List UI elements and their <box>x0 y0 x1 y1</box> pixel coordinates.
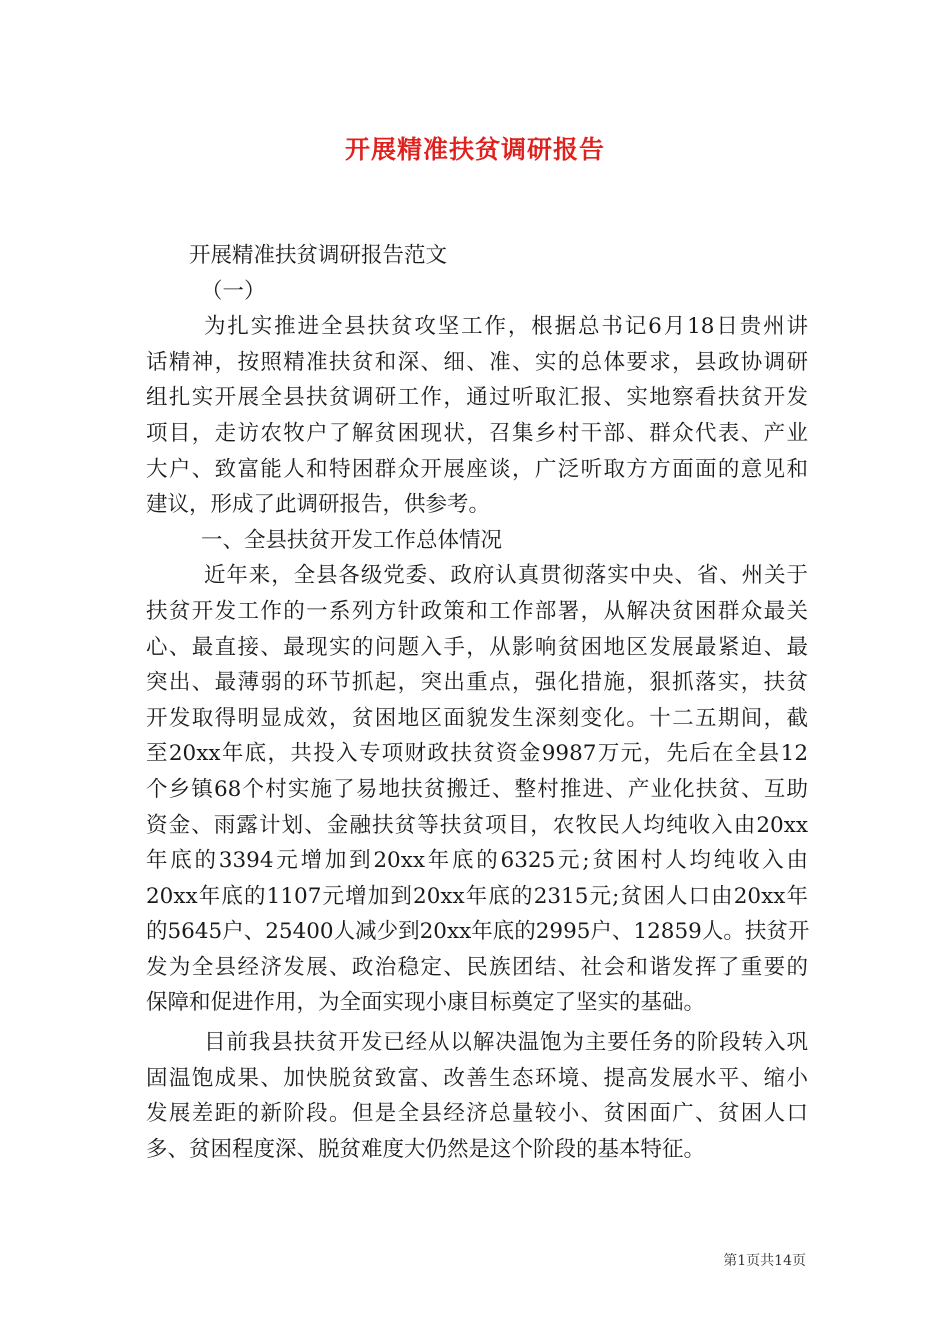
document-body <box>146 238 808 1167</box>
paragraph-line: 建议，形成了此调研报告，供参考。 <box>146 492 491 518</box>
paragraph-intro <box>146 309 808 523</box>
paragraph-line: 发展差距的新阶段。但是全县经济总量较小、贫困面广、贫困人口 <box>146 1101 808 1127</box>
document-title: 开展精准扶贫调研报告 <box>344 135 605 164</box>
document-subtitle: 开展精准扶贫调研报告范文 <box>189 243 448 268</box>
paragraph-line: 固温饱成果、加快脱贫致富、改善生态环境、提高发展水平、缩小 <box>146 1065 808 1091</box>
paragraph-line: 话精神，按照精准扶贫和深、细、准、实的总体要求，县政协调研 <box>146 349 808 375</box>
paragraph-line: 发为全县经济发展、政治稳定、民族团结、社会和谐发挥了重要的 <box>146 954 808 980</box>
paragraph-line: 心、最直接、最现实的问题入手，从影响贫困地区发展最紧迫、最 <box>146 634 808 660</box>
paragraph-line: 开发取得明显成效，贫困地区面貌发生深刻变化。十二五期间，截 <box>146 705 808 731</box>
paragraph-line: 项目，走访农牧户了解贫困现状，召集乡村干部、群众代表、产业 <box>146 420 808 446</box>
paragraph-line: 多、贫困程度深、脱贫难度大仍然是这个阶段的基本特征。 <box>146 1136 706 1162</box>
paragraph-line: 保障和促进作用，为全面实现小康目标奠定了坚实的基础。 <box>146 990 706 1016</box>
paragraph-line: 组扎实开展全县扶贫调研工作，通过听取汇报、实地察看扶贫开发 <box>146 385 808 411</box>
section-heading: 一、全县扶贫开发工作总体情况 <box>201 527 503 553</box>
paragraph-line: 扶贫开发工作的一系列方针政策和工作部署，从解决贫困群众最关 <box>146 598 808 624</box>
paragraph-current-stage <box>146 1025 808 1167</box>
paragraph-line: 个乡镇68个村实施了易地扶贫搬迁、整村推进、产业化扶贫、互助 <box>146 776 808 802</box>
paragraph-line: 近年来，全县各级党委、政府认真贯彻落实中央、省、州关于 <box>204 563 808 589</box>
paragraph-overview <box>146 558 808 1021</box>
paragraph-line: 年底的3394元增加到20xx年底的6325元;贫困村人均纯收入由 <box>146 848 808 874</box>
page-number: 第1页共14页 <box>723 1253 806 1269</box>
paragraph-line: 20xx年底的1107元增加到20xx年底的2315元;贫困人口由20xx年 <box>146 883 808 909</box>
paragraph-line: 至20xx年底，共投入专项财政扶贫资金9987万元，先后在全县12 <box>146 741 808 767</box>
paragraph-line: 大户、致富能人和特困群众开展座谈，广泛听取方方面面的意见和 <box>146 456 808 482</box>
section-marker: （一） <box>201 278 266 304</box>
paragraph-line: 突出、最薄弱的环节抓起，突出重点，强化措施，狠抓落实，扶贫 <box>146 670 808 696</box>
paragraph-line: 为扎实推进全县扶贫攻坚工作，根据总书记6月18日贵州讲 <box>204 314 808 340</box>
paragraph-line: 目前我县扶贫开发已经从以解决温饱为主要任务的阶段转入巩 <box>204 1030 808 1056</box>
paragraph-line: 资金、雨露计划、金融扶贫等扶贫项目，农牧民人均纯收入由20xx <box>146 812 808 838</box>
paragraph-line: 的5645户、25400人减少到20xx年底的2995户、12859人。扶贫开 <box>146 919 810 945</box>
